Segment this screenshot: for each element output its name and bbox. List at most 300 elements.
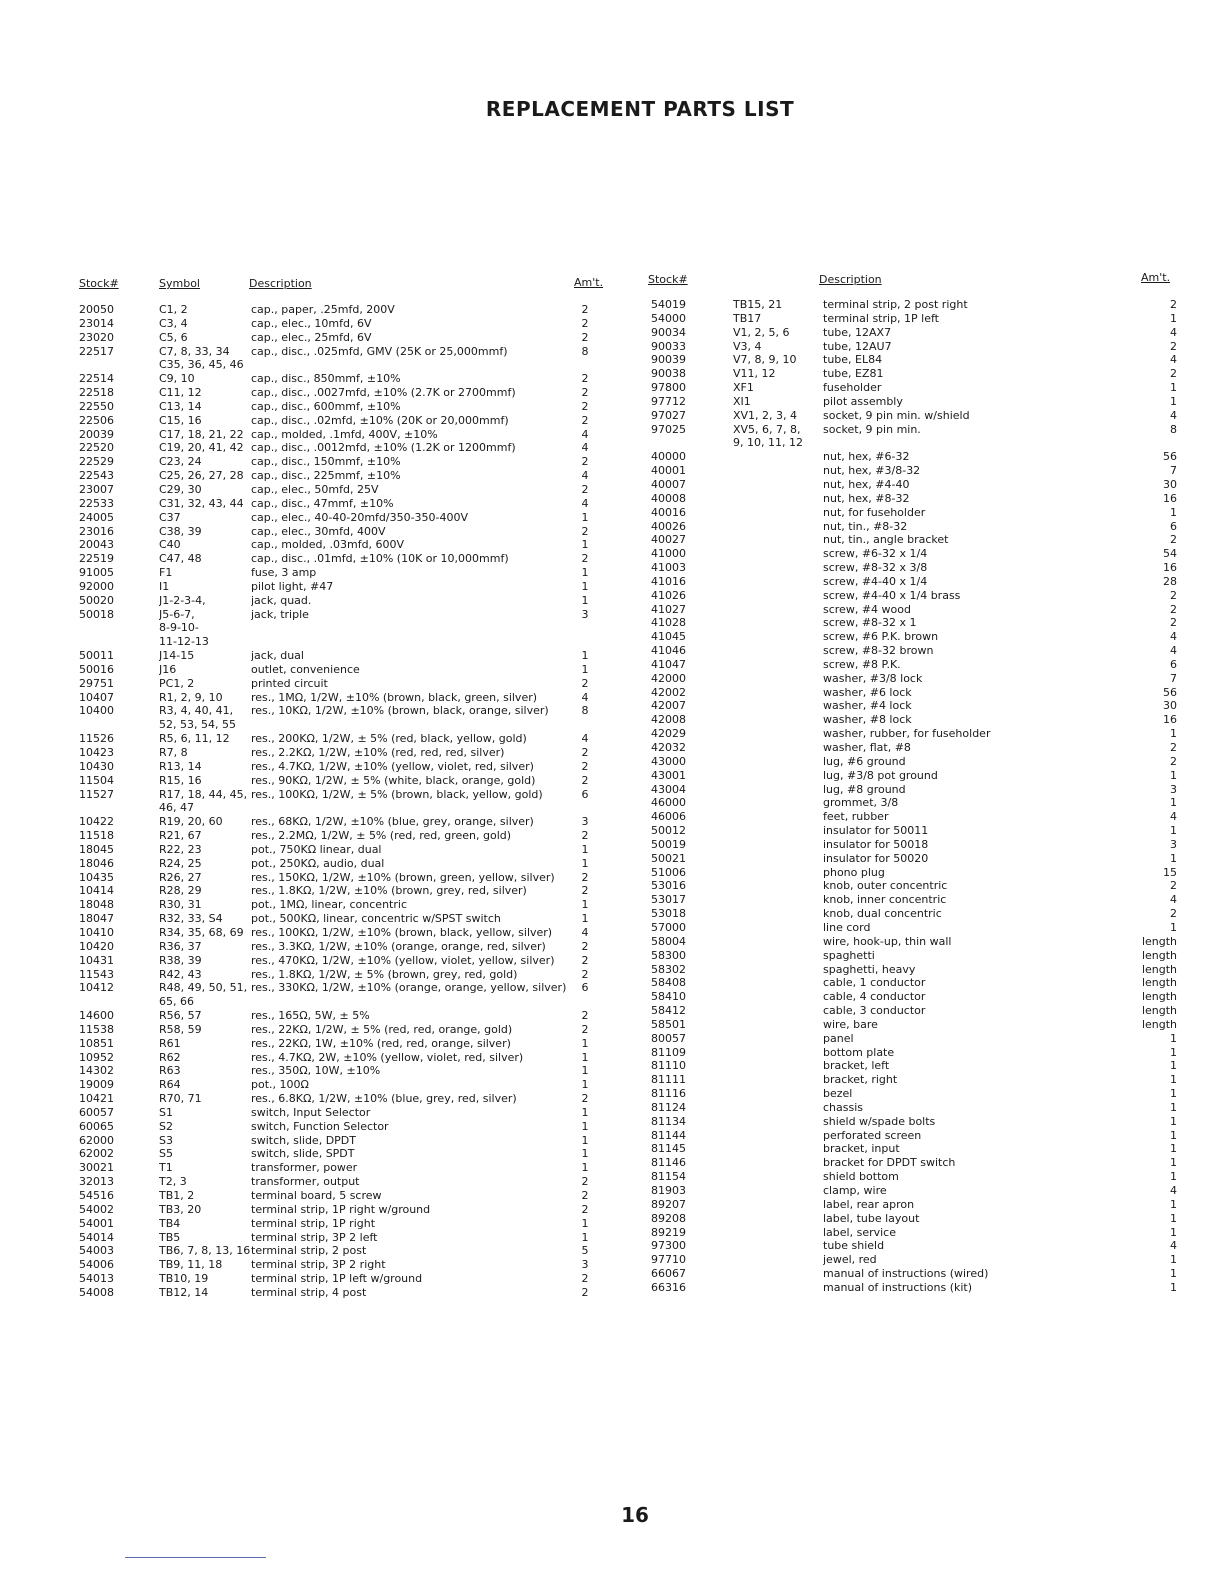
description: terminal strip, 2 post right [823,298,968,311]
stock-number: 81154 [651,1170,686,1184]
stock-number: 41047 [651,657,686,671]
left-header-symbol: Symbol [159,277,200,290]
amount: 1 [1170,1156,1177,1170]
stock-number: 53016 [651,879,686,893]
amount: 2 [581,746,589,759]
stock-number: 29751 [79,676,114,690]
amount: 1 [1170,1073,1177,1087]
description: screw, #8 P.K. [823,657,901,671]
symbol: C29, 30 [159,482,202,496]
description: pot., 250KΩ, audio, dual [251,856,385,870]
amount: 1 [581,856,589,870]
stock-number: 43001 [651,768,686,782]
symbol: C19, 20, 41, 42 [159,441,244,455]
amount: 8 [1170,422,1177,436]
symbol: R19, 20, 60 [159,815,223,829]
description: jack, quad. [251,593,312,607]
description: tube, 12AU7 [823,339,892,353]
description: label, tube layout [823,1211,920,1225]
description: nut, hex, #3/8-32 [823,464,921,478]
symbol: 46, 47 [159,801,194,815]
stock-number: 10412 [79,981,114,995]
stock-number: 97025 [651,422,686,436]
stock-number: 81134 [651,1114,686,1128]
description: washer, #8 lock [823,713,912,727]
description: bracket, left [823,1059,890,1073]
description: res., 100KΩ, 1/2W, ±10% (brown, black, yellow, silver) [251,925,553,939]
description: socket, 9 pin min. [823,422,921,436]
stock-number: 10400 [79,704,114,718]
stock-number: 22543 [79,469,114,483]
amount: 4 [1170,1239,1177,1253]
amount: 3 [581,607,589,621]
stock-number: 46000 [651,796,686,810]
stock-number: 97712 [651,394,686,408]
symbol: J16 [159,662,177,676]
amount: 4 [1170,325,1177,339]
stock-number: 97027 [651,408,686,422]
stock-number: 40001 [651,464,686,478]
description: cap., disc., .0027mfd, ±10% (2.7K or 2700mmf) [251,386,516,400]
description: cable, 3 conductor [823,1004,926,1018]
page-title: REPLACEMENT PARTS LIST [485,97,795,121]
stock-number: 66316 [651,1280,686,1294]
amount: 2 [581,330,589,344]
description: jack, triple [251,607,309,621]
amount: 1 [1170,796,1177,810]
stock-number: 54008 [79,1285,114,1299]
description: res., 4.7KΩ, 1/2W, ±10% (yellow, violet, red, silver) [251,759,534,773]
stock-number: 57000 [651,920,686,934]
amount: 1 [1170,1197,1177,1211]
description: screw, #6-32 x 1/4 [823,547,928,561]
amount: 2 [581,316,589,330]
amount: 1 [1170,727,1177,741]
stock-number: 11538 [79,1022,114,1036]
description: cap., disc., .025mfd, GMV (25K or 25,000mmf) [251,344,508,358]
symbol: 11-12-13 [159,635,209,649]
amount: 30 [1163,699,1177,713]
amount: 2 [1170,602,1177,616]
amount: 1 [581,1230,589,1244]
description: res., 100KΩ, 1/2W, ± 5% (brown, black, yellow, gold) [251,787,543,801]
amount: 1 [1170,920,1177,934]
stock-number: 54014 [79,1230,114,1244]
amount: 16 [1163,491,1177,505]
symbol: C15, 16 [159,413,202,427]
stock-number: 10851 [79,1036,114,1050]
amount: 1 [1170,1170,1177,1184]
description: terminal strip, 3P 2 right [251,1258,386,1272]
description: res., 1.8KΩ, 1/2W, ±10% (brown, grey, red, silver) [251,884,527,898]
amount: 4 [1170,810,1177,824]
amount: 1 [1170,1280,1177,1294]
symbol: S3 [159,1133,173,1147]
left-header-description: Description [249,277,312,290]
symbol: C9, 10 [159,372,195,386]
stock-number: 11504 [79,773,114,787]
description: cap., disc., 225mmf, ±10% [251,469,401,483]
amount: length [1141,962,1177,976]
description: cable, 1 conductor [823,976,926,990]
stock-number: 22514 [79,372,114,386]
description: insulator for 50018 [823,837,929,851]
amount: 2 [1170,616,1177,630]
amount: length [1141,948,1177,962]
description: transformer, power [251,1161,358,1175]
stock-number: 80057 [651,1031,686,1045]
amount: 2 [581,1189,589,1202]
description: label, service [823,1225,896,1239]
stock-number: 14302 [79,1064,114,1078]
amount: 4 [581,496,589,510]
stock-number: 81116 [651,1087,686,1101]
amount: 16 [1163,561,1177,575]
description: wire, bare [823,1017,878,1031]
stock-number: 10414 [79,884,114,898]
amount: 1 [1170,1267,1177,1281]
stock-number: 11518 [79,829,114,843]
stock-number: 41045 [651,630,686,644]
amount: 2 [1170,754,1177,768]
description: terminal strip, 1P right w/ground [251,1202,431,1216]
stock-number: 81146 [651,1156,686,1170]
description: socket, 9 pin min. w/shield [823,408,970,422]
description: cap., disc., .02mfd, ±10% (20K or 20,000mmf) [251,413,509,427]
description: cap., disc., .01mfd, ±10% (10K or 10,000mmf) [251,552,509,566]
symbol: TB4 [159,1216,181,1230]
amount: 2 [581,967,589,981]
stock-number: 41016 [651,574,686,588]
amount: 1 [1170,1045,1177,1059]
amount: 4 [1170,893,1177,907]
description: jack, dual [251,649,304,663]
amount: 1 [581,842,589,856]
symbol: R70, 71 [159,1092,202,1106]
amount: 1 [1170,1031,1177,1045]
symbol: XV1, 2, 3, 4 [733,408,798,422]
stock-number: 10421 [79,1092,114,1106]
amount: 2 [1170,879,1177,893]
amount: 5 [581,1244,589,1258]
stock-number: 18046 [79,856,114,870]
stock-number: 22519 [79,552,114,566]
stock-number: 54000 [651,311,686,325]
amount: 4 [1170,353,1177,367]
symbol: PC1, 2 [159,676,195,690]
stock-number: 89208 [651,1211,686,1225]
symbol: T2, 3 [159,1175,187,1189]
amount: 2 [581,399,589,413]
right-header-description: Description [819,273,882,286]
stock-number: 42008 [651,713,686,727]
description: res., 1.8KΩ, 1/2W, ± 5% (brown, grey, red, gold) [251,967,518,981]
stock-number: 14600 [79,1009,114,1023]
amount: 1 [1170,1128,1177,1142]
description: cap., elec., 40-40-20mfd/350-350-400V [251,510,469,524]
stock-number: 43000 [651,754,686,768]
description: manual of instructions (kit) [823,1280,973,1294]
symbol: C25, 26, 27, 28 [159,469,244,483]
amount: 56 [1163,685,1177,699]
symbol: R58, 59 [159,1022,202,1036]
stock-number: 40016 [651,505,686,519]
amount: 2 [581,1175,589,1189]
stock-number: 10952 [79,1050,114,1064]
amount: 2 [1170,741,1177,754]
description: res., 165Ω, 5W, ± 5% [251,1009,370,1023]
amount: 1 [581,566,589,580]
stock-number: 50021 [651,851,686,865]
description: nut, hex, #4-40 [823,477,910,491]
stock-number: 10431 [79,953,114,967]
symbol: TB6, 7, 8, 13, 16 [159,1244,251,1258]
stock-number: 18048 [79,898,114,912]
description: cap., elec., 25mfd, 6V [251,330,372,344]
description: pot., 1MΩ, linear, concentric [251,898,407,912]
amount: 1 [1170,824,1177,838]
amount: 4 [1170,408,1177,422]
stock-number: 53018 [651,907,686,921]
symbol: TB1, 2 [159,1189,195,1202]
description: tube, EL84 [823,353,883,367]
amount: 2 [581,939,589,953]
amount: 30 [1163,477,1177,491]
description: washer, #4 lock [823,699,912,713]
amount: length [1141,1004,1177,1018]
amount: 8 [581,344,589,358]
symbol: V11, 12 [733,367,776,381]
stock-number: 50018 [79,607,114,621]
stock-number: 41028 [651,616,686,630]
description: res., 2.2MΩ, 1/2W, ± 5% (red, red, green, gold) [251,829,512,843]
stock-number: 50012 [651,824,686,838]
amount: 1 [1170,1087,1177,1101]
description: screw, #4 wood [823,602,911,616]
description: screw, #8-32 x 3/8 [823,561,928,575]
symbol: TB15, 21 [733,298,783,311]
amount: 1 [1170,1211,1177,1225]
symbol: R3, 4, 40, 41, [159,704,234,718]
symbol: C11, 12 [159,386,202,400]
amount: 15 [1163,865,1177,879]
description: screw, #8-32 x 1 [823,616,917,630]
stock-number: 10420 [79,939,114,953]
amount: 3 [1170,837,1177,851]
symbol: R62 [159,1050,181,1064]
amount: 28 [1163,574,1177,588]
description: phono plug [823,865,885,879]
amount: 1 [1170,768,1177,782]
stock-number: 50020 [79,593,114,607]
symbol: R34, 35, 68, 69 [159,925,244,939]
stock-number: 11527 [79,787,114,801]
symbol: R17, 18, 44, 45, [159,787,248,801]
description: res., 90KΩ, 1/2W, ± 5% (white, black, orange, gold) [251,773,536,787]
amount: length [1141,976,1177,990]
description: knob, inner concentric [823,893,947,907]
left-header-amount: Am't. [574,276,604,289]
description: lug, #6 ground [823,754,906,768]
description: terminal strip, 1P right [251,1216,376,1230]
stock-number: 41026 [651,588,686,602]
description: manual of instructions (wired) [823,1267,989,1281]
amount: 1 [581,538,589,552]
description: bracket for DPDT switch [823,1156,956,1170]
amount: 1 [1170,505,1177,519]
stock-number: 24005 [79,510,114,524]
stock-number: 66067 [651,1267,686,1281]
symbol: C3, 4 [159,316,188,330]
amount: 3 [581,815,589,829]
description: wire, hook-up, thin wall [823,934,952,948]
stock-number: 22517 [79,344,114,358]
description: washer, flat, #8 [823,741,911,754]
amount: 16 [1163,713,1177,727]
symbol: R24, 25 [159,856,202,870]
amount: 2 [1170,367,1177,381]
symbol: R42, 43 [159,967,202,981]
amount: 4 [581,469,589,483]
amount: 8 [581,704,589,718]
amount: 6 [1170,657,1177,671]
description: res., 470KΩ, 1/2W, ±10% (yellow, violet, yellow, silver) [251,953,555,967]
symbol: T1 [159,1161,173,1175]
description: perforated screen [823,1128,922,1142]
stock-number: 22518 [79,386,114,400]
stock-number: 40000 [651,450,686,464]
amount: 4 [1170,630,1177,644]
symbol: C17, 18, 21, 22 [159,427,244,441]
description: fuseholder [823,381,882,395]
symbol: C1, 2 [159,303,188,316]
description: cap., paper, .25mfd, 200V [251,303,395,316]
description: res., 22KΩ, 1/2W, ± 5% (red, red, orange, gold) [251,1022,513,1036]
stock-number: 81111 [651,1073,686,1087]
description: cap., elec., 10mfd, 6V [251,316,372,330]
stock-number: 92000 [79,579,114,593]
stock-number: 90039 [651,353,686,367]
description: cap., disc., 850mmf, ±10% [251,372,401,386]
symbol: R7, 8 [159,746,188,759]
stock-number: 20043 [79,538,114,552]
description: nut, tin., angle bracket [823,533,949,547]
description: res., 2.2KΩ, 1/2W, ±10% (red, red, red, silver) [251,746,505,759]
description: terminal strip, 3P 2 left [251,1230,378,1244]
amount: 1 [581,1036,589,1050]
amount: 1 [581,510,589,524]
symbol: R36, 37 [159,939,202,953]
description: res., 6.8KΩ, 1/2W, ±10% (blue, grey, red, silver) [251,1092,517,1106]
stock-number: 23016 [79,524,114,538]
amount: 2 [581,884,589,898]
symbol: 52, 53, 54, 55 [159,718,236,732]
stock-number: 54003 [79,1244,114,1258]
stock-number: 32013 [79,1175,114,1189]
description: panel [823,1031,854,1045]
symbol: V1, 2, 5, 6 [733,325,790,339]
stock-number: 58004 [651,934,686,948]
description: cap., disc., 600mmf, ±10% [251,399,401,413]
amount: 1 [581,593,589,607]
description: nut, hex, #6-32 [823,450,910,464]
symbol: C31, 32, 43, 44 [159,496,244,510]
description: clamp, wire [823,1184,887,1197]
amount: 2 [581,773,589,787]
description: bezel [823,1087,853,1101]
stock-number: 22529 [79,455,114,469]
amount: 2 [581,552,589,566]
symbol: R64 [159,1078,181,1092]
stock-number: 60065 [79,1119,114,1133]
description: lug, #3/8 pot ground [823,768,938,782]
description: terminal strip, 2 post [251,1244,367,1258]
stock-number: 42032 [651,741,686,754]
symbol: TB9, 11, 18 [159,1258,223,1272]
amount: 1 [1170,1100,1177,1114]
stock-number: 19009 [79,1078,114,1092]
amount: 1 [1170,851,1177,865]
symbol: TB12, 14 [159,1285,209,1299]
description: res., 10KΩ, 1/2W, ±10% (brown, black, orange, silver) [251,704,549,718]
amount: 2 [581,1272,589,1286]
amount: 1 [581,1119,589,1133]
amount: 1 [1170,1253,1177,1267]
description: tube, EZ81 [823,367,884,381]
amount: 6 [1170,519,1177,533]
symbol: XI1 [733,394,751,408]
description: tube, 12AX7 [823,325,892,339]
amount: length [1141,990,1177,1004]
stock-number: 51006 [651,865,686,879]
stock-number: 23007 [79,482,114,496]
amount: 2 [581,759,589,773]
stock-number: 20050 [79,303,114,316]
description: nut, tin., #8-32 [823,519,908,533]
description: shield w/spade bolts [823,1114,936,1128]
stock-number: 58300 [651,948,686,962]
description: res., 68KΩ, 1/2W, ±10% (blue, grey, orange, silver) [251,815,534,829]
description: screw, #6 P.K. brown [823,630,939,644]
amount: 2 [581,1202,589,1216]
description: bracket, right [823,1073,898,1087]
description: knob, outer concentric [823,879,948,893]
amount: 2 [581,386,589,400]
amount: 4 [581,690,589,704]
symbol: V3, 4 [733,339,762,353]
symbol: C40 [159,538,181,552]
symbol: C7, 8, 33, 34 [159,344,230,358]
description: terminal board, 5 screw [251,1189,382,1202]
stock-number: 97800 [651,381,686,395]
stock-number: 40027 [651,533,686,547]
amount: 1 [581,1216,589,1230]
description: cap., disc., .0012mfd, ±10% (1.2K or 1200mmf) [251,441,516,455]
description: terminal strip, 1P left [823,311,939,325]
symbol: R38, 39 [159,953,202,967]
symbol: J1-2-3-4, [159,593,206,607]
symbol: XF1 [733,381,754,395]
stock-number: 53017 [651,893,686,907]
stock-number: 58408 [651,976,686,990]
stock-number: 22520 [79,441,114,455]
description: bottom plate [823,1045,895,1059]
stock-number: 42000 [651,671,686,685]
stock-number: 41000 [651,547,686,561]
amount: 1 [581,662,589,676]
symbol: R28, 29 [159,884,202,898]
description: switch, Function Selector [251,1119,389,1133]
